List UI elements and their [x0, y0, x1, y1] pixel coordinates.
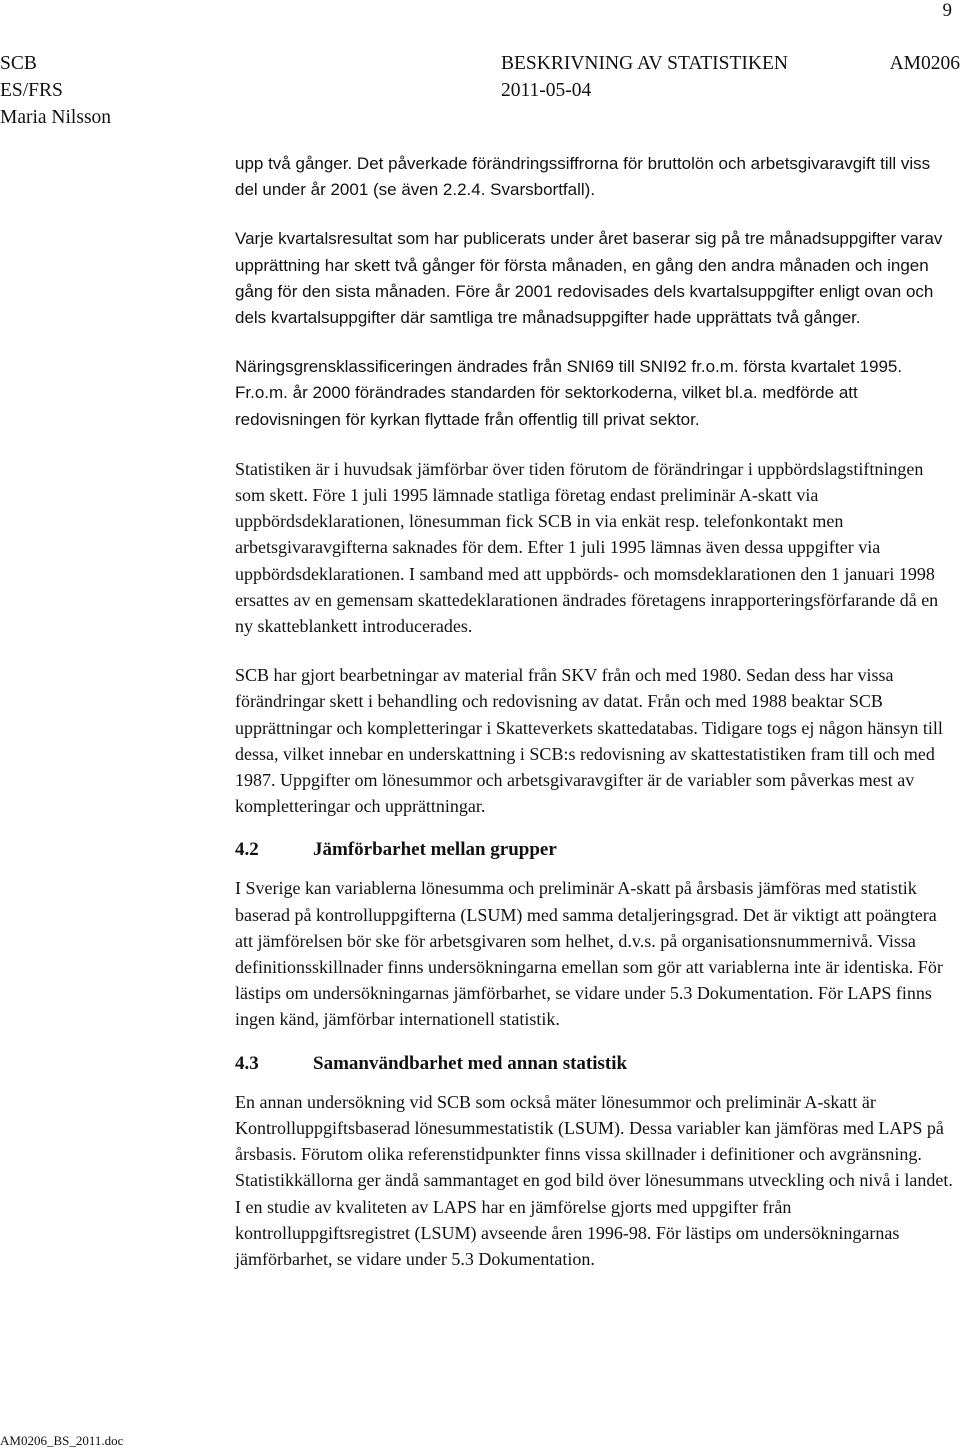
header-doc-title: BESKRIVNING AV STATISTIKEN — [501, 53, 788, 74]
header-left — [0, 50, 111, 131]
header-dept: ES/FRS — [0, 80, 63, 101]
paragraph-jamforbarhet-grupper: I Sverige kan variablerna lönesumma och preliminär A-skatt på årsbasis jämföras med statistik baserad på kontrolluppgifterna (LSUM) med samma detaljeringsgrad. Det är viktigt att poängtera att jämförelsen bör ske för arbetsgivaren som helhet, d.v.s. på organisationsnummernivå. Vissa definitionsskillnader finns undersökningarna emellan som gör att variablerna inte är identiska. För lästips om undersökningarnas jämförbarhet, se vidare under 5.3 Dokumentation. För LAPS finns ingen känd, jämförbar internationell statistik. — [235, 878, 943, 1030]
document-body — [235, 151, 955, 1295]
paragraph-samanvandbarhet: En annan undersökning vid SCB som också mäter lönesummor och preliminär A-skatt är Kontrolluppgiftsbaserad lönesummestatistik (LSUM). Dessa variabler kan jämföras med LAPS på årsbasis. Förutom olika referenstidpunkter finns vissa skillnader i definitioner och avgränsning. Statistikkällorna ger ändå sammantaget en god bild över lönesummans utveckling och nivå i landet. I en studie av kvaliteten av LAPS har en jämförelse gjorts med uppgifter från kontrolluppgiftsregistret (LSUM) avseende åren 1996-98. För lästips om undersökningarnas jämförbarhet, se vidare under 5.3 Dokumentation. — [235, 1091, 953, 1269]
section-number: 4.3 — [235, 1052, 259, 1074]
paragraph-bearbetningar: SCB har gjort bearbetningar av material från SKV från och med 1980. Sedan dess har vissa förändringar skett i behandling och redovisning av datat. Från och med 1988 beaktar SCB upprättningar och kompletteringar i Skatteverkets skattedatabas. Tidigare togs ej någon hänsyn till dessa, vilket innebar en underskattning i SCB:s redovisning av skattestatistiken fram till och med 1987. Uppgifter om lönesummor och arbetsgivaravgifter är de variabler som påverkas mest av kompletteringar och upprättningar. — [235, 665, 943, 817]
header-date: 2011-05-04 — [501, 80, 592, 101]
section-number: 4.2 — [235, 839, 259, 861]
page-number: 9 — [942, 0, 952, 21]
paragraph-upprattning: upp två gånger. Det påverkade förändringssiffrorna för bruttolön och arbetsgivaravgift till viss del under år 2001 (se även 2.2.4. Svarsbortfall). — [235, 154, 931, 200]
section-title: Samanvändbarhet med annan statistik — [313, 1052, 628, 1074]
paragraph-kvartalsresultat: Varje kvartalsresultat som har publicerats under året baserar sig på tre månadsuppgifter varav upprättning har skett två gånger för första månaden, en gång den andra månaden och ingen gång för den sista månaden. Före år 2001 redovisades dels kvartalsuppgifter enligt ovan och dels kvartalsuppgifter där samtliga tre månadsuppgifter hade upprättats två gånger. — [235, 229, 943, 328]
section-heading-4-2 — [235, 837, 955, 863]
section-heading-4-3 — [235, 1051, 955, 1077]
header-org: SCB — [0, 53, 37, 74]
paragraph-uppbordslagstiftning: Statistiken är i huvudsak jämförbar över tiden förutom de förändringar i uppbördslagstiftningen som skett. Före 1 juli 1995 lämnade statliga företag endast preliminär A-skatt via uppbördsdeklarationen, lönesumman fick SCB in via enkät resp. telefonkontakt men arbetsgivaravgifterna saknades för dem. Efter 1 juli 1995 lämnas även dessa uppgifter via uppbördsdeklarationen. I samband med att uppbörds- och momsdeklarationen den 1 januari 1998 ersattes av en gemensam skattedeklarationen ändrades företagens inrapporteringsförfarande då en ny skatteblankett introducerades. — [235, 458, 939, 637]
header-code: AM0206 — [889, 53, 960, 74]
header-center — [501, 50, 788, 104]
header-right — [890, 50, 960, 77]
header-author: Maria Nilsson — [0, 107, 112, 128]
paragraph-naringsgren: Näringsgrensklassificeringen ändrades från SNI69 till SNI92 fr.o.m. första kvartalet 1995. Fr.o.m. år 2000 förändrades standarden för sektorkoderna, vilket bl.a. medförde att redovisningen för kyrkan flyttade från offentlig till privat sektor. — [235, 357, 903, 429]
footer-filename: AM0206_BS_2011.doc — [0, 1433, 124, 1448]
section-title: Jämförbarhet mellan grupper — [313, 839, 557, 861]
